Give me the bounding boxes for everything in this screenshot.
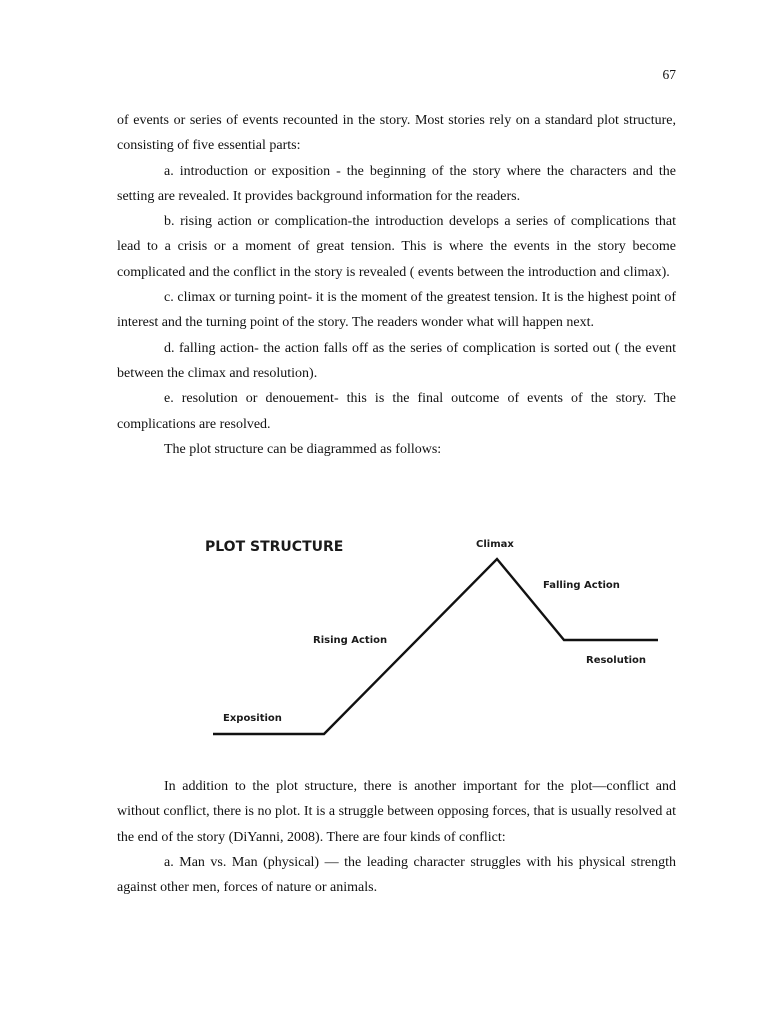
label-resolution: Resolution — [586, 655, 647, 666]
plot-structure-diagram — [200, 530, 666, 745]
paragraph-climax: c. climax or turning point- it is the moment of the greatest tension. It is the highest point of interest and the turning point of the story. The readers wonder what will happen next. — [117, 290, 676, 331]
body-text-top — [117, 108, 676, 462]
paragraph-falling-action: d. falling action- the action falls off as the series of complication is sorted out ( the event between the climax and resolution). — [117, 340, 676, 381]
label-rising-action: Rising Action — [313, 635, 388, 646]
label-exposition: Exposition — [223, 713, 282, 724]
paragraph-rising-action: b. rising action or complication-the introduction develops a series of complications that lead to a crisis or a moment of great tension. This is where the events in the story become complicated and the conflict in the story is revealed ( events between the introduction and climax). — [117, 214, 676, 280]
diagram-title: PLOT STRUCTURE — [205, 539, 344, 555]
paragraph-resolution: e. resolution or denouement- this is the final outcome of events of the story. The complications are resolved. — [117, 391, 676, 432]
paragraph-man-vs-man: a. Man vs. Man (physical) — the leading character struggles with his physical strength against other men, forces of nature or animals. — [117, 854, 676, 896]
page-number: 67 — [662, 67, 676, 82]
paragraph-exposition: a. introduction or exposition - the beginning of the story where the characters and the setting are revealed. It provides background information for the readers. — [117, 163, 676, 204]
label-climax: Climax — [476, 539, 514, 550]
paragraph-intro: of events or series of events recounted in the story. Most stories rely on a standard plot structure, consisting of five essential parts: — [117, 113, 676, 154]
paragraph-diagram-intro: The plot structure can be diagrammed as follows: — [164, 441, 442, 457]
body-text-bottom — [117, 774, 676, 900]
label-falling-action: Falling Action — [543, 580, 620, 591]
paragraph-conflict: In addition to the plot structure, there is another important for the plot—conflict and without conflict, there is no plot. It is a struggle between opposing forces, that is usually resolved at the end of the story (DiYanni, 2008). There are four kinds of conflict: — [117, 779, 676, 845]
